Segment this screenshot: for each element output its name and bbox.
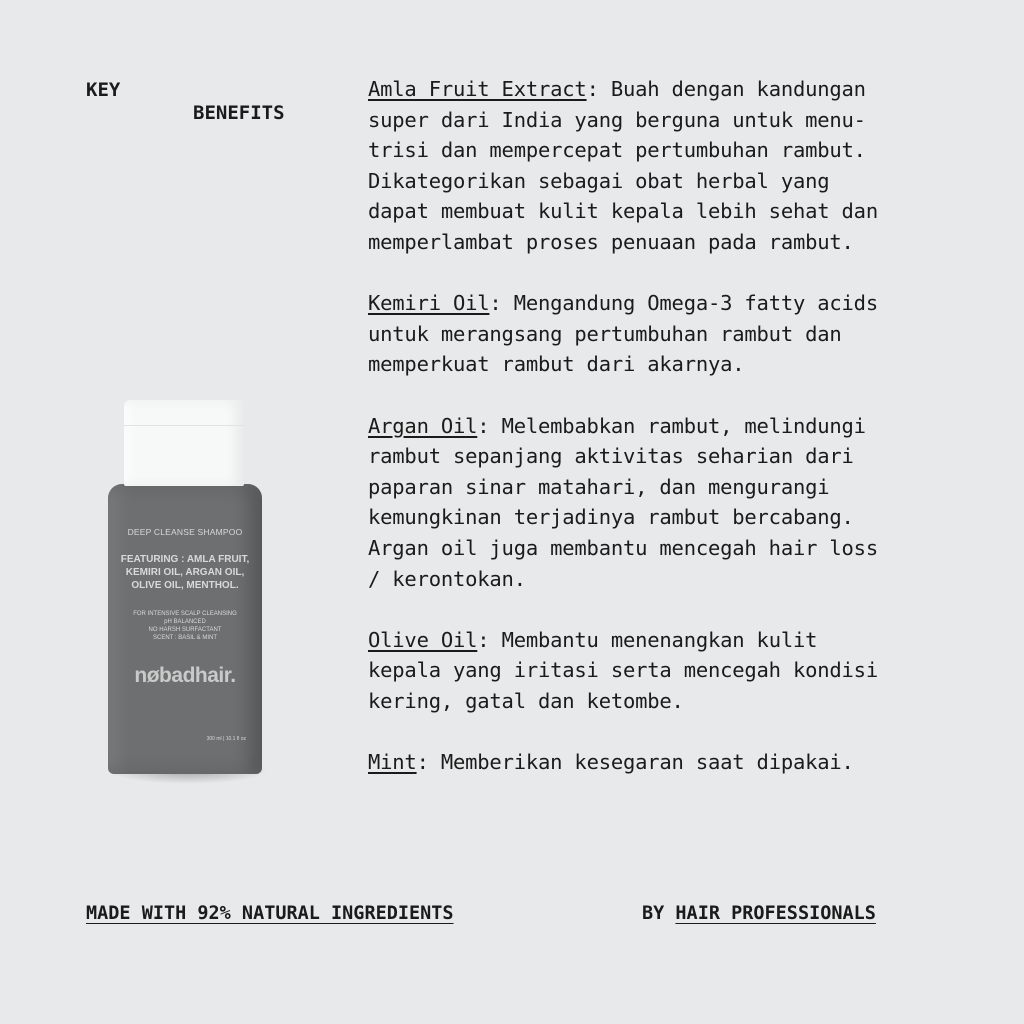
benefit-mint <box>368 747 988 778</box>
benefits-list <box>368 74 988 808</box>
footer-prefix: BY <box>642 903 676 924</box>
bottle-label-featuring: FEATURING : AMLA FRUIT, KEMIRI OIL, ARGAN OIL, OLIVE OIL, MENTHOL. <box>120 554 250 591</box>
benefit-olive <box>368 625 988 717</box>
bottle-label-details: FOR INTENSIVE SCALP CLEANSING pH BALANCED NO HARSH SURFACTANT SCENT : BASIL & MINT <box>133 611 237 641</box>
bottle-body <box>108 484 262 774</box>
heading-benefits: BENEFITS <box>193 102 285 124</box>
benefit-argan <box>368 411 988 595</box>
benefit-text: : Buah dengan kandungan super dari India yang berguna untuk menu- trisi dan mempercepat pertumbuhan rambut. Dikategorikan sebagai obat herbal yang dapat membuat kulit kepala lebih sehat dan memperlambat proses penuaan pada rambut. <box>368 77 878 254</box>
benefit-name: Olive Oil <box>368 627 478 652</box>
shampoo-bottle-image <box>100 398 270 788</box>
benefit-text: : Melembabkan rambut, melindungi rambut sepanjang aktivitas seharian dari paparan sinar matahari, dan mengurangi kemungkinan terjadinya rambut bercabang. Argan oil juga membantu mencegah hair loss / kerontokan. <box>368 413 878 591</box>
benefit-name: Mint <box>368 750 417 775</box>
bottle-volume: 300 ml | 10.1 fl oz <box>206 736 246 742</box>
heading-key: KEY <box>86 79 121 101</box>
footer-hair-professionals <box>642 903 876 924</box>
bottle-cap-seam <box>124 425 244 426</box>
benefit-text: : Memberikan kesegaran saat dipakai. <box>416 750 854 775</box>
benefit-amla <box>368 74 988 258</box>
bottle-brand-logo: nøbadhair. <box>134 664 236 687</box>
benefit-kemiri <box>368 288 988 380</box>
benefit-name: Kemiri Oil <box>368 291 490 316</box>
benefit-text: : Mengandung Omega-3 fatty acids untuk merangsang pertumbuhan rambut dan memperkuat rambut dari akarnya. <box>368 291 878 377</box>
footer-natural-ingredients: MADE WITH 92% NATURAL INGREDIENTS <box>86 903 454 924</box>
footer-underlined: HAIR PROFESSIONALS <box>675 903 876 924</box>
bottle-label-title: DEEP CLEANSE SHAMPOO <box>127 527 243 537</box>
benefit-name: Argan Oil <box>368 413 478 438</box>
benefit-name: Amla Fruit Extract <box>368 77 587 101</box>
bottle-cap <box>124 400 244 486</box>
benefit-text: : Membantu menenangkan kulit kepala yang iritasi serta mencegah kondisi kering, gatal dan ketombe. <box>368 627 878 713</box>
